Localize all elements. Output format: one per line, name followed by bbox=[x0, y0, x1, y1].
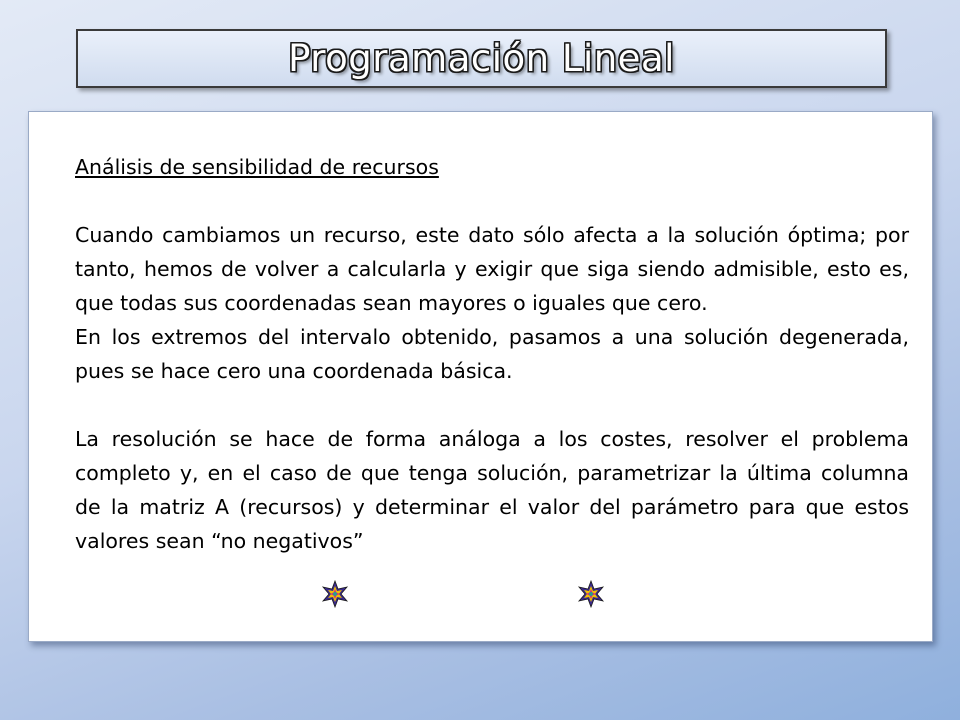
title-banner bbox=[76, 29, 887, 88]
paragraph-3: La resolución se hace de forma análoga a los costes, resolver el problema completo y, en el caso de que tenga solución, parametrizar la última columna de la matriz A (recursos) y determinar el valor del parámetro para que estos valores sean “no negativos” bbox=[75, 427, 909, 553]
section-heading: Análisis de sensibilidad de recursos bbox=[75, 155, 439, 179]
star-icon bbox=[321, 580, 349, 608]
star-icon bbox=[577, 580, 605, 608]
paragraph-2: En los extremos del intervalo obtenido, pasamos a una solución degenerada, pues se hace cero una coordenada básica. bbox=[75, 325, 909, 383]
slide-title: Programación Lineal bbox=[288, 37, 675, 80]
paragraph-1: Cuando cambiamos un recurso, este dato sólo afecta a la solución óptima; por tanto, hemos de volver a calcularla y exigir que siga siendo admisible, esto es, que todas sus coordenadas sean mayores o iguales que cero. bbox=[75, 223, 909, 315]
content-text bbox=[75, 150, 909, 558]
spacer bbox=[75, 184, 909, 218]
content-panel bbox=[28, 111, 933, 642]
spacer bbox=[75, 388, 909, 422]
